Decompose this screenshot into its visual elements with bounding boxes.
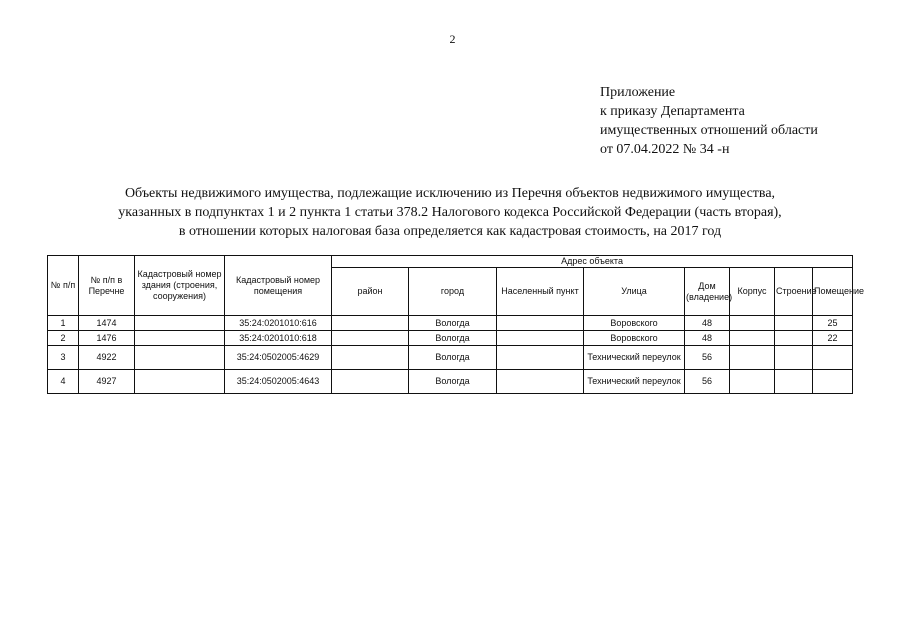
header-building-cadastral: Кадастровый номер здания (строения, сооружения) [135,256,225,316]
cell-street: Технический переулок [584,370,685,394]
header-num: № п/п [48,256,79,316]
cell-street: Воровского [584,331,685,346]
header-korpus: Корпус [730,268,775,316]
appendix-date-line: от 07.04.2022 № 34 -н [600,142,730,157]
cell-room-cadastral: 35:24:0201010:616 [225,316,332,331]
cell-settlement [497,346,584,370]
cell-stroenie [775,316,813,331]
cell-room-cadastral: 35:24:0201010:618 [225,331,332,346]
header-street: Улица [584,268,685,316]
cell-district [332,346,409,370]
cell-korpus [730,331,775,346]
appendix-block [600,83,818,159]
header-settlement: Населенный пункт [497,268,584,316]
header-address-group: Адрес объекта [332,256,853,268]
appendix-line: к приказу Департамента [600,104,745,119]
cell-district [332,316,409,331]
cell-settlement [497,331,584,346]
cell-city: Вологда [409,346,497,370]
cell-room-cadastral: 35:24:0502005:4643 [225,370,332,394]
appendix-line: имущественных отношений области [600,123,818,138]
cell-city: Вологда [409,331,497,346]
cell-stroenie [775,346,813,370]
cell-house: 48 [685,316,730,331]
cell-street: Технический переулок [584,346,685,370]
cell-city: Вологда [409,370,497,394]
cell-house: 56 [685,346,730,370]
title-line: в отношении которых налоговая база определяется как кадастровая стоимость, на 2017 год [178,224,722,239]
cell-building-cadastral [135,370,225,394]
document-title [50,184,850,241]
cell-settlement [497,316,584,331]
cell-list-num: 1476 [79,331,135,346]
header-city: город [409,268,497,316]
cell-room: 25 [813,316,853,331]
cell-list-num: 4922 [79,346,135,370]
page-number: 2 [449,32,456,46]
cell-num: 4 [48,370,79,394]
table-row [48,346,853,370]
cell-stroenie [775,331,813,346]
header-room-cadastral: Кадастровый номер помещения [225,256,332,316]
header-list-num: № п/п в Перечне [79,256,135,316]
title-line: указанных в подпунктах 1 и 2 пункта 1 статьи 378.2 Налогового кодекса Российской Федерации (часть вторая), [118,205,782,220]
cell-district [332,331,409,346]
cell-room [813,370,853,394]
objects-table [47,255,864,394]
cell-korpus [730,316,775,331]
cell-list-num: 1474 [79,316,135,331]
cell-building-cadastral [135,346,225,370]
header-district: район [332,268,409,316]
appendix-line: Приложение [600,85,676,100]
cell-num: 2 [48,331,79,346]
cell-num: 1 [48,316,79,331]
cell-district [332,370,409,394]
cell-korpus [730,370,775,394]
cell-building-cadastral [135,331,225,346]
cell-house: 48 [685,331,730,346]
header-room: Помещение [813,268,853,316]
cell-settlement [497,370,584,394]
table-row [48,316,853,331]
cell-room: 22 [813,331,853,346]
header-stroenie: Строение [775,268,813,316]
cell-num: 3 [48,346,79,370]
cell-street: Воровского [584,316,685,331]
cell-list-num: 4927 [79,370,135,394]
cell-city: Вологда [409,316,497,331]
cell-stroenie [775,370,813,394]
cell-korpus [730,346,775,370]
table-row [48,331,853,346]
header-house: Дом (владение) [685,268,730,316]
cell-room-cadastral: 35:24:0502005:4629 [225,346,332,370]
cell-room [813,346,853,370]
title-line: Объекты недвижимого имущества, подлежащие исключению из Перечня объектов недвижимого имущества, [124,186,776,201]
table-row [48,370,853,394]
cell-building-cadastral [135,316,225,331]
cell-house: 56 [685,370,730,394]
